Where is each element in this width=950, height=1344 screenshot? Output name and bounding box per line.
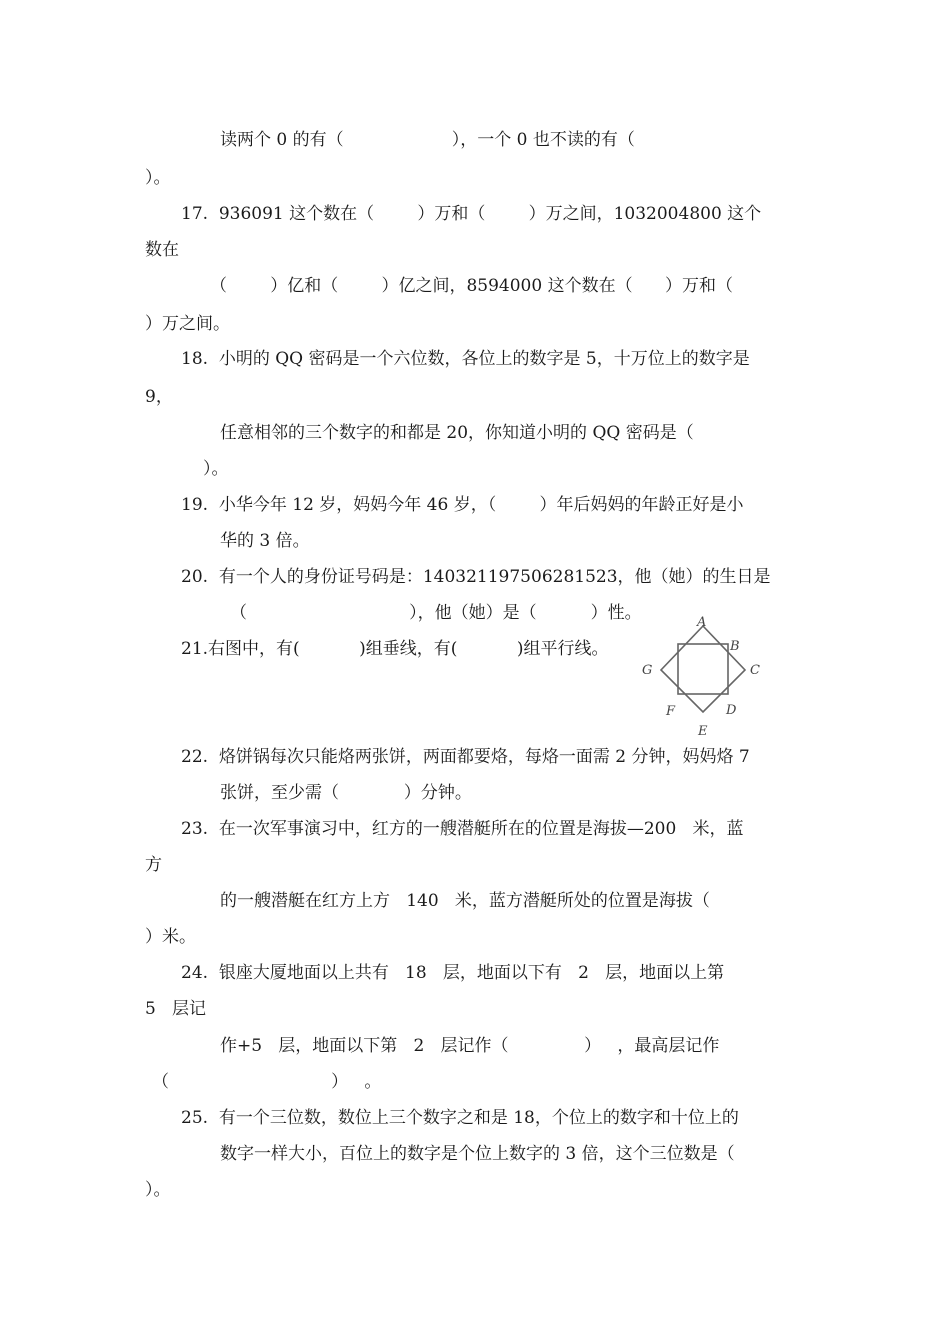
text-line: 17. 936091 这个数在（ ）万和（ ）万之间，1032004800 这个 xyxy=(181,204,762,224)
text-line: （ ） 。 xyxy=(152,1072,382,1092)
text-line: 20. 有一个人的身份证号码是：140321197506281523，他（她）的生日是 xyxy=(181,567,771,587)
text-line: （ ），他（她）是（ ）性。 xyxy=(230,603,642,623)
text-line: ）米。 xyxy=(145,927,196,947)
text-line: 华的 3 倍。 xyxy=(220,531,310,551)
text-line: 作+5 层，地面以下第 2 层记作（ ） ，最高层记作 xyxy=(220,1036,720,1056)
text-line: 的一艘潜艇在红方上方 140 米，蓝方潜艇所处的位置是海拔（ xyxy=(220,891,710,911)
text-line: 任意相邻的三个数字的和都是 20，你知道小明的 QQ 密码是（ xyxy=(220,423,694,443)
text-line: 18. 小明的 QQ 密码是一个六位数，各位上的数字是 5，十万位上的数字是 xyxy=(181,349,750,369)
text-line: ）。 xyxy=(145,168,171,188)
label-e: E xyxy=(698,724,708,738)
text-line: 读两个 0 的有（ ），一个 0 也不读的有（ xyxy=(220,130,635,150)
text-line: 数在 xyxy=(145,240,179,260)
text-line: （ ）亿和（ ）亿之间，8594000 这个数在（ ）万和（ xyxy=(210,276,733,296)
label-a: A xyxy=(697,616,707,630)
text-line: ）万之间。 xyxy=(145,314,230,334)
figure-square xyxy=(678,644,728,694)
label-b: B xyxy=(730,639,740,654)
text-line: 25. 有一个三位数，数位上三个数字之和是 18，个位上的数字和十位上的 xyxy=(181,1108,739,1128)
square-rhombus-figure xyxy=(638,616,768,738)
text-line: 22. 烙饼锅每次只能烙两张饼，两面都要烙，每烙一面需 2 分钟，妈妈烙 7 xyxy=(181,747,750,767)
label-f: F xyxy=(666,704,676,719)
text-line: 张饼，至少需（ ）分钟。 xyxy=(220,783,472,803)
text-line: ）。 xyxy=(145,1180,171,1200)
text-line: 21.右图中，有( )组垂线，有( )组平行线。 xyxy=(181,639,609,659)
text-line: 24. 银座大厦地面以上共有 18 层，地面以下有 2 层，地面以上第 xyxy=(181,963,725,983)
text-line: 5 层记 xyxy=(145,999,207,1019)
text-line: 9， xyxy=(145,387,173,407)
label-g: G xyxy=(642,663,653,678)
text-line: 23. 在一次军事演习中，红方的一艘潜艇所在的位置是海拔—200 米，蓝 xyxy=(181,819,744,839)
label-c: C xyxy=(750,663,760,678)
text-line: ）。 xyxy=(203,459,229,479)
label-d: D xyxy=(726,703,737,718)
text-line: 方 xyxy=(145,855,162,875)
text-line: 数字一样大小，百位上的数字是个位上数字的 3 倍，这个三位数是（ xyxy=(220,1144,735,1164)
text-line: 19. 小华今年 12 岁，妈妈今年 46 岁，（ ）年后妈妈的年龄正好是小 xyxy=(181,495,744,515)
